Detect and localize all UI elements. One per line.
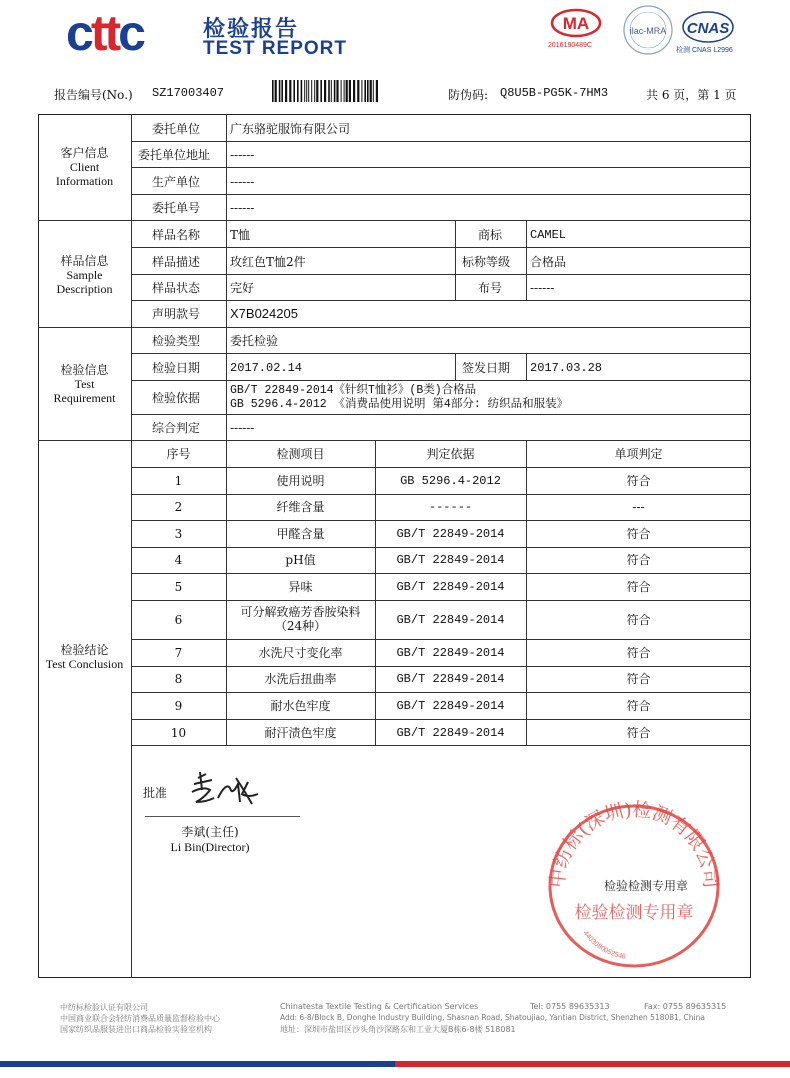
test-type-value: 委托检验 xyxy=(230,334,279,348)
manufacturer-value: ------ xyxy=(230,175,255,189)
section-test-cn: 检验信息 xyxy=(60,363,109,377)
style-no-value: X7B024205 xyxy=(230,306,298,321)
row-item: 水洗尺寸变化率 xyxy=(258,646,343,660)
divider xyxy=(38,327,751,328)
barcode-bar xyxy=(297,80,299,102)
divider xyxy=(131,600,751,601)
divider xyxy=(131,274,751,275)
barcode-bar xyxy=(314,80,315,102)
row-basis: GB/T 22849-2014 xyxy=(396,527,505,541)
cttc-logo: cttc xyxy=(66,5,143,61)
barcode-bar xyxy=(353,80,355,102)
barcode-bar xyxy=(334,80,336,102)
row-no: 1 xyxy=(174,474,183,488)
section-conclusion xyxy=(38,643,131,671)
barcode-bar xyxy=(281,80,283,102)
test-date-value: 2017.02.14 xyxy=(230,361,303,375)
svg-text:4403080052546 xyxy=(582,930,627,961)
row-result: 符合 xyxy=(626,613,651,627)
row-item: 耐汗渍色牢度 xyxy=(264,726,337,740)
divider xyxy=(131,494,751,495)
ilac-mark-text: ilac-MRA xyxy=(629,26,667,36)
row-result: 符合 xyxy=(626,474,651,488)
row-item: 耐水色牢度 xyxy=(270,699,331,713)
section-client xyxy=(38,146,131,188)
sample-state-value: 完好 xyxy=(230,281,255,295)
cnas-mark-icon xyxy=(682,10,734,46)
divider xyxy=(131,467,751,468)
section-sample-en2: Description xyxy=(56,282,113,296)
brand-value: CAMEL xyxy=(530,228,567,242)
barcode-bar xyxy=(341,80,342,102)
row-item: 水洗后扭曲率 xyxy=(264,672,337,686)
divider xyxy=(131,745,751,746)
section-sample-cn: 样品信息 xyxy=(60,254,109,268)
section-client-en2: Information xyxy=(55,174,114,188)
row-result: 符合 xyxy=(626,553,651,567)
approver-cn: 李斌(主任) xyxy=(181,825,239,839)
sample-name-value: T恤 xyxy=(230,228,251,242)
footer-color-bar xyxy=(0,1061,790,1067)
divider xyxy=(131,692,751,693)
section-sample-en1: Sample xyxy=(66,268,103,282)
footer-address-en: Add: 6-8/Block B, Donghe Industry Building, Shasnan Road, Shatoujiao, Yantian District, Shenzhen 518081, China xyxy=(280,1013,705,1022)
barcode-bar xyxy=(311,80,312,102)
row-basis: GB/T 22849-2014 xyxy=(396,553,505,567)
footer-tel: Tel: 0755 89635313 xyxy=(530,1002,610,1011)
row-basis: GB/T 22849-2014 xyxy=(396,646,505,660)
barcode-bar xyxy=(306,80,307,102)
grade-label: 标称等级 xyxy=(462,255,511,269)
test-basis-label: 检验依据 xyxy=(152,391,201,405)
row-item: 甲醛含量 xyxy=(276,527,325,541)
row-no: 10 xyxy=(170,726,187,740)
divider xyxy=(131,639,751,640)
ilac-mra-mark-icon xyxy=(622,4,674,56)
row-basis: GB/T 22849-2014 xyxy=(396,699,505,713)
divider xyxy=(131,380,751,381)
row-no: 8 xyxy=(174,672,183,686)
barcode-bar xyxy=(344,80,345,102)
barcode-bar xyxy=(275,80,277,102)
test-date-label: 检验日期 xyxy=(152,361,201,375)
barcode-bar xyxy=(320,80,322,102)
row-item-note: （24种） xyxy=(274,619,327,633)
row-no: 6 xyxy=(174,613,183,627)
barcode-bar xyxy=(279,80,281,102)
divider xyxy=(131,520,751,521)
sample-desc-value: 玫红色T恤2件 xyxy=(230,255,306,269)
client-value: 广东骆驼服饰有限公司 xyxy=(230,122,351,136)
barcode-bar xyxy=(272,80,274,102)
section-conclusion-en: Test Conclusion xyxy=(45,657,124,671)
divider xyxy=(131,300,751,301)
row-basis: GB/T 22849-2014 xyxy=(396,672,505,686)
fabric-no-label: 布号 xyxy=(478,281,503,295)
footer-org-1: 中纺标检验认证有限公司 xyxy=(60,1003,148,1012)
row-result: 符合 xyxy=(626,646,651,660)
test-type-label: 检验类型 xyxy=(152,334,201,348)
barcode-bar xyxy=(376,80,378,102)
section-test xyxy=(38,363,131,405)
barcode-bar xyxy=(367,80,369,102)
divider xyxy=(131,353,751,354)
barcode-bar xyxy=(304,80,305,102)
cma-mark-icon xyxy=(550,8,602,38)
footer-fax: Fax: 0755 89635315 xyxy=(644,1002,727,1011)
test-basis-line1: GB/T 22849-2014《针织T恤衫》(B类)合格品 xyxy=(230,384,477,397)
section-client-cn: 客户信息 xyxy=(60,146,109,160)
divider xyxy=(131,167,751,168)
divider xyxy=(131,719,751,720)
signature-line xyxy=(145,816,300,817)
fabric-no-value: ------ xyxy=(530,281,555,295)
report-title-en: TEST REPORT xyxy=(203,38,348,59)
divider xyxy=(131,194,751,195)
barcode-bar xyxy=(331,80,332,102)
row-basis: ------ xyxy=(428,500,473,514)
test-basis-line2: GB 5296.4-2012 《消费品使用说明 第4部分: 纺织品和服装》 xyxy=(230,398,569,411)
order-no-label: 委托单号 xyxy=(152,201,201,215)
section-test-en2: Requirement xyxy=(53,391,116,405)
row-item: pH值 xyxy=(285,553,316,567)
row-result: 符合 xyxy=(626,580,651,594)
client-address-label: 委托单位地址 xyxy=(138,148,211,162)
row-no: 7 xyxy=(174,646,183,660)
row-no: 5 xyxy=(174,580,183,594)
footer-org-3: 国家纺织品服装进出口商品检验实验室机构 xyxy=(60,1025,212,1034)
row-item: 使用说明 xyxy=(276,474,325,488)
sample-name-label: 样品名称 xyxy=(152,228,201,242)
manufacturer-label: 生产单位 xyxy=(152,175,201,189)
barcode-bar xyxy=(336,80,338,102)
barcode-bar xyxy=(361,80,362,102)
row-basis: GB/T 22849-2014 xyxy=(396,580,505,594)
divider xyxy=(455,220,456,300)
divider xyxy=(131,666,751,667)
overall-verdict-label: 综合判定 xyxy=(152,421,201,435)
cnas-mark-text: CNAS xyxy=(686,20,730,37)
footer-org-2: 中国商业联合会轻纺消费品质量监督检验中心 xyxy=(60,1014,220,1023)
divider xyxy=(131,547,751,548)
cnas-code: 检测 CNAS L2996 xyxy=(676,47,733,54)
anti-fake-code: Q8U5B-PG5K-7HM3 xyxy=(500,86,609,100)
divider xyxy=(38,220,751,221)
barcode-bar xyxy=(324,80,326,102)
grade-value: 合格品 xyxy=(530,255,567,269)
barcode-bar xyxy=(370,80,372,102)
row-result: --- xyxy=(632,500,645,514)
seal-bottom-text: 检验检测专用章 xyxy=(574,903,694,923)
client-address-value: ------ xyxy=(230,148,255,162)
seal-number: 4403080052546 xyxy=(581,929,627,961)
barcode-bar xyxy=(328,80,330,102)
divider xyxy=(226,114,227,440)
overall-verdict-value: ------ xyxy=(230,421,255,435)
report-title-cn: 检验报告 xyxy=(203,17,300,42)
style-no-label: 声明款号 xyxy=(152,307,201,321)
approver-en: Li Bin(Director) xyxy=(170,840,250,854)
brand-label: 商标 xyxy=(478,228,503,242)
section-conclusion-cn: 检验结论 xyxy=(60,643,109,657)
cma-code: 2016190489C xyxy=(548,42,592,49)
col-header-result: 单项判定 xyxy=(614,447,663,461)
barcode-bar xyxy=(308,80,309,102)
svg-text:中纺标(深圳)检测有限公司 xyxy=(546,799,721,890)
barcode-bar xyxy=(316,80,318,102)
barcode-bar xyxy=(289,80,291,102)
signature-icon xyxy=(178,768,268,812)
section-sample xyxy=(38,254,131,296)
seal-ring-text: 中纺标(深圳)检测有限公司 xyxy=(546,798,722,890)
report-no-label: 报告编号(No.) xyxy=(54,88,133,102)
row-result: 符合 xyxy=(626,527,651,541)
divider xyxy=(526,353,527,380)
divider xyxy=(526,220,527,300)
row-result: 符合 xyxy=(626,699,651,713)
row-no: 3 xyxy=(174,527,183,541)
barcode-bar xyxy=(357,80,359,102)
row-no: 9 xyxy=(174,699,183,713)
anti-fake-label: 防伪码: xyxy=(448,88,489,102)
row-basis: GB/T 22849-2014 xyxy=(396,613,505,627)
row-result: 符合 xyxy=(626,726,651,740)
barcode-bar xyxy=(364,80,366,102)
barcode-bar xyxy=(349,80,351,102)
barcode-bar xyxy=(293,80,295,102)
barcode-bar xyxy=(373,80,374,102)
divider xyxy=(131,247,751,248)
row-no: 2 xyxy=(174,500,183,514)
barcode-icon xyxy=(272,80,380,102)
footer-org-en: Chinatesta Textile Testing & Certification Services xyxy=(280,1002,479,1011)
row-basis: GB/T 22849-2014 xyxy=(396,726,505,740)
row-item: 可分解致癌芳香胺染料 xyxy=(240,605,361,619)
barcode-bar xyxy=(285,80,287,102)
issue-date-label: 签发日期 xyxy=(462,361,511,375)
col-header-no: 序号 xyxy=(166,447,191,461)
row-basis: GB 5296.4-2012 xyxy=(400,474,501,488)
col-header-basis: 判定依据 xyxy=(426,447,475,461)
seal-center-text: 检验检测专用章 xyxy=(604,879,689,893)
issue-date-value: 2017.03.28 xyxy=(530,361,603,375)
section-client-en1: Client xyxy=(69,160,100,174)
client-label: 委托单位 xyxy=(152,122,201,136)
divider xyxy=(131,141,751,142)
section-test-en1: Test xyxy=(74,377,95,391)
divider xyxy=(131,573,751,574)
barcode-bar xyxy=(346,80,348,102)
page-info: 共 6 页，第 1 页 xyxy=(646,88,737,102)
divider xyxy=(455,353,456,380)
row-item: 异味 xyxy=(288,580,313,594)
divider xyxy=(131,414,751,415)
sample-state-label: 样品状态 xyxy=(152,281,201,295)
order-no-value: ------ xyxy=(230,201,255,215)
divider xyxy=(38,440,751,441)
svg-text:MA: MA xyxy=(562,14,590,33)
report-no: SZ17003407 xyxy=(152,86,225,100)
sample-desc-label: 样品描述 xyxy=(152,255,201,269)
row-item: 纤维含量 xyxy=(276,500,325,514)
row-result: 符合 xyxy=(626,672,651,686)
approve-label: 批准 xyxy=(143,786,168,800)
row-no: 4 xyxy=(174,553,183,567)
divider xyxy=(131,114,132,978)
col-header-item: 检测项目 xyxy=(276,447,325,461)
barcode-bar xyxy=(301,80,303,102)
footer-address-cn: 地址：深圳市盐田区沙头角沙深路东和工业大厦B栋6-8楼 518081 xyxy=(280,1025,516,1034)
